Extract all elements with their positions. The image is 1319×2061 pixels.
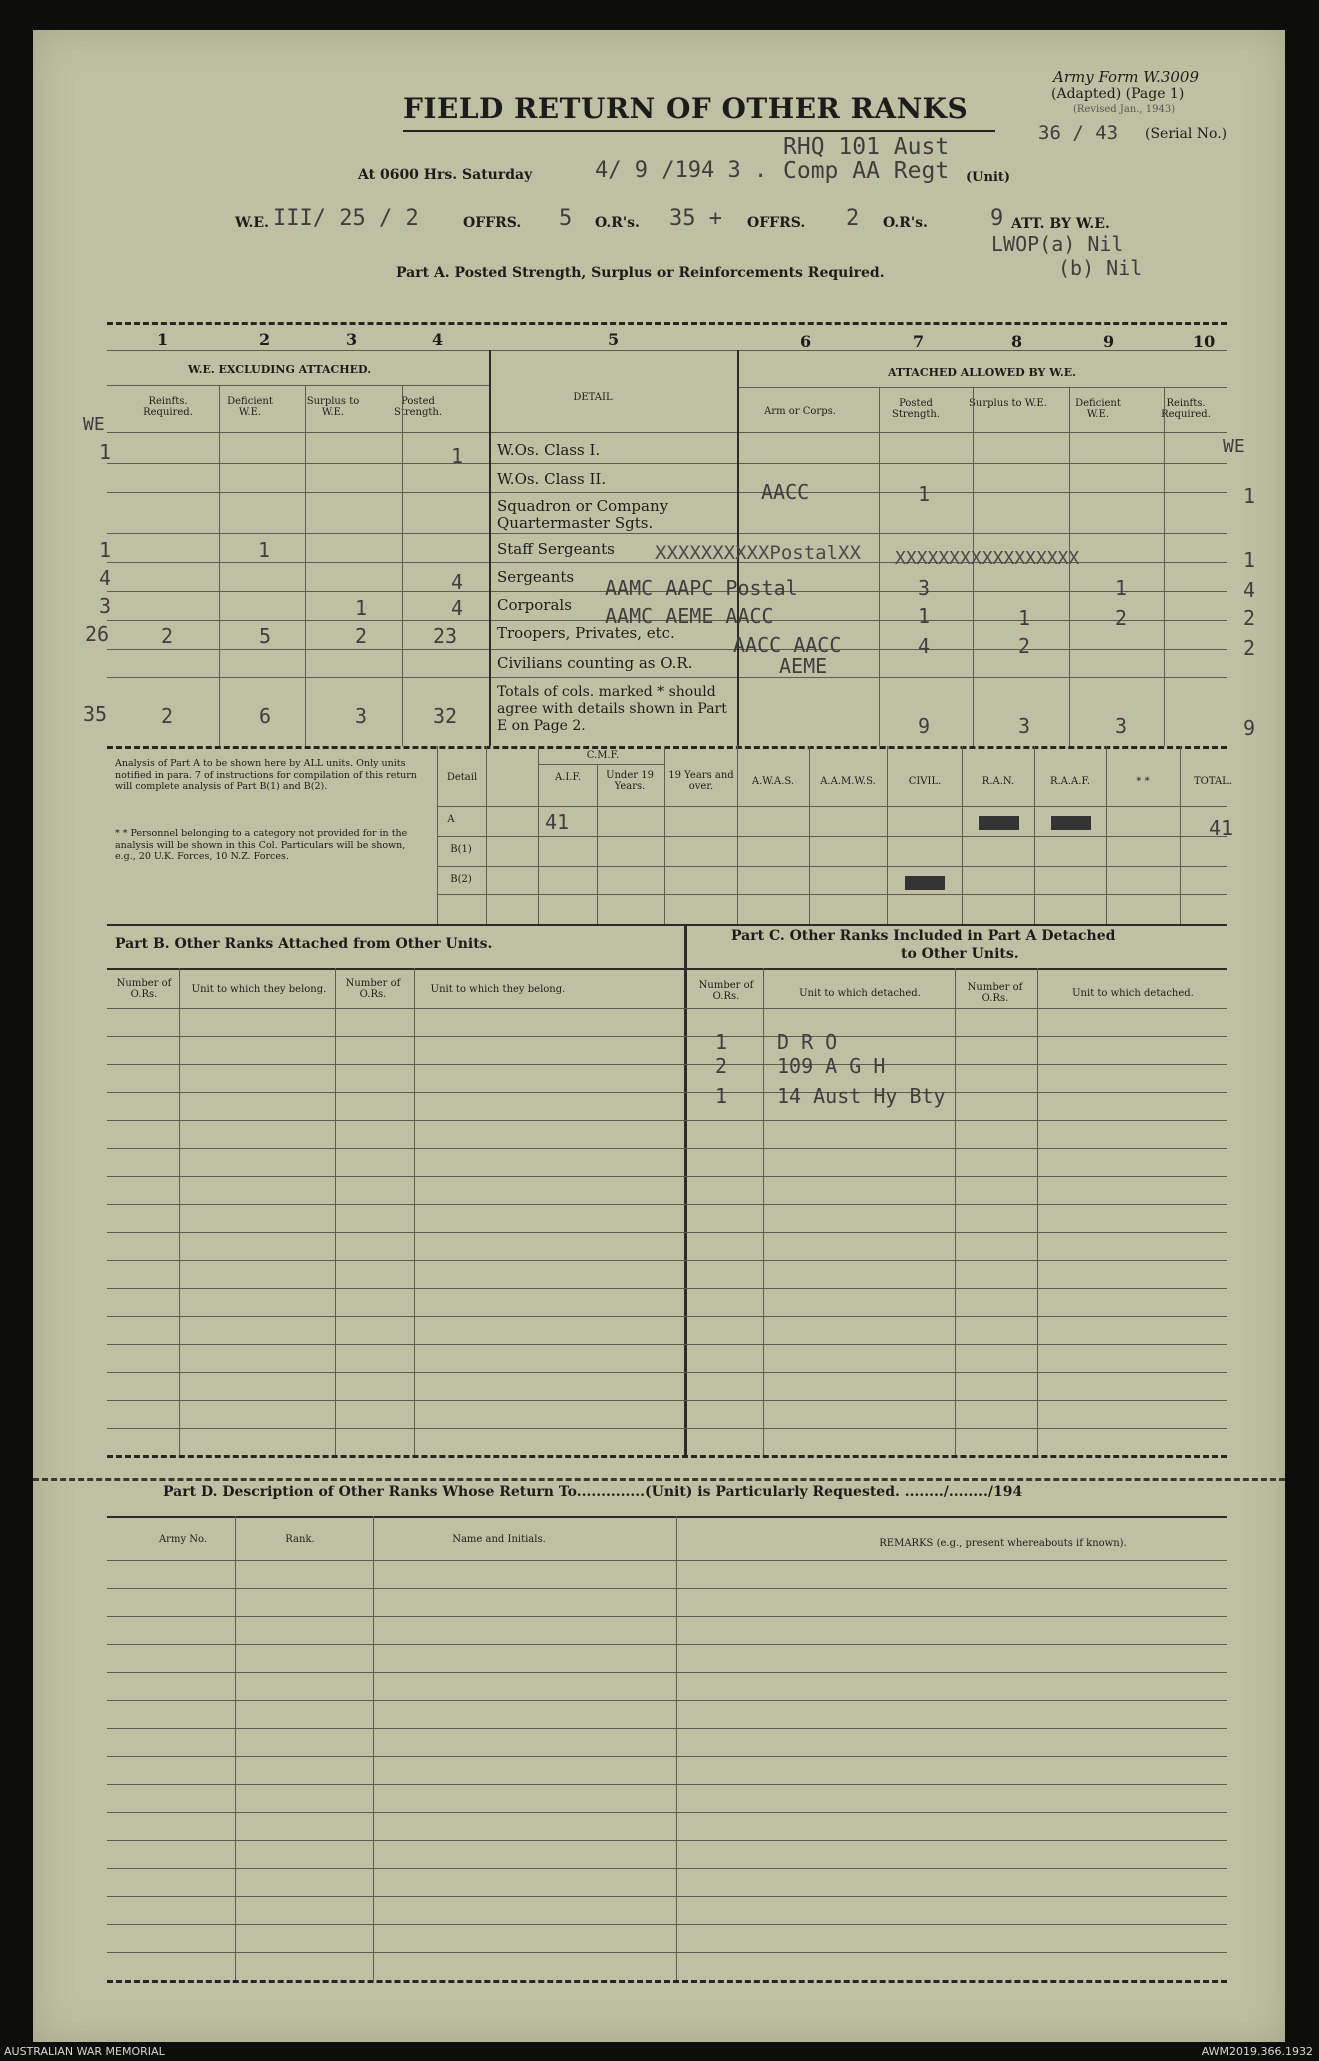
hdr-posted: Posted Strength.: [393, 396, 443, 418]
offrs2-label: OFFRS.: [747, 215, 806, 231]
pc-hdr-unit1: Unit to which detached.: [799, 988, 921, 999]
part-b-title: Part B. Other Ranks Attached from Other Units.: [115, 936, 493, 952]
ssgt-c1: 1: [99, 538, 112, 562]
col-num-10: 10: [1193, 332, 1216, 351]
pd-hdr-name: Name and Initials.: [452, 1534, 546, 1545]
date-value: 4/ 9 /194 3 .: [595, 158, 768, 183]
total-c2: 2: [161, 704, 174, 728]
hdr-posted-r: Posted Strength.: [891, 398, 941, 420]
pc-entry-1-unit: D R O: [777, 1030, 838, 1054]
detail-corporals: Corporals: [497, 596, 572, 614]
cpl-c4: 4: [451, 596, 464, 620]
ors-label: O.R's.: [595, 215, 640, 231]
col-num-2: 2: [259, 330, 271, 349]
tpr-c1: 26: [85, 622, 110, 646]
sgt-c1: 4: [99, 566, 112, 590]
we-label: W.E.: [235, 215, 269, 231]
hdr-reinfts-r: Reinfts. Required.: [1161, 398, 1211, 420]
cpl-c10: 2: [1243, 606, 1256, 630]
redaction-mark: [905, 876, 945, 890]
lwop-a: LWOP(a) Nil: [991, 232, 1124, 256]
an-total: TOTAL.: [1193, 776, 1233, 787]
col-num-6: 6: [800, 332, 812, 351]
total-c10: 9: [1243, 716, 1256, 740]
pd-hdr-armyno: Army No.: [158, 1534, 208, 1545]
an-under19: Under 19 Years.: [606, 770, 654, 792]
offrs-value: 5: [559, 206, 573, 231]
hdr-surplus: Surplus to W.E.: [306, 396, 360, 418]
total-c7: 9: [918, 714, 931, 738]
an-cmf: C.M.F.: [586, 750, 620, 761]
an-aamws: A.A.M.W.S.: [820, 776, 876, 787]
an-awas: A.W.A.S.: [751, 776, 795, 787]
tpr-c4: 2: [355, 624, 368, 648]
ors2-value: 9: [990, 206, 1004, 231]
lwop-b: (b) Nil: [1058, 256, 1143, 280]
an-ran: R.A.N.: [981, 776, 1015, 787]
detail-civilians: Civilians counting as O.R.: [497, 654, 693, 672]
tpr-c3: 5: [259, 624, 272, 648]
wo2-c7: 1: [918, 482, 931, 506]
cpl-c3: 1: [355, 596, 368, 620]
serial-label: (Serial No.): [1145, 126, 1228, 142]
col-num-8: 8: [1011, 332, 1023, 351]
wo1-c4: 1: [451, 444, 464, 468]
pc-entry-3-unit: 14 Aust Hy Bty: [777, 1084, 946, 1108]
an-row-b1: B(1): [450, 844, 472, 855]
we-value: III/ 25 / 2: [273, 206, 419, 231]
detail-sqms: Squadron or Company Quartermaster Sgts.: [497, 497, 669, 532]
hdr-detail: DETAIL: [573, 392, 613, 403]
col-num-7: 7: [913, 332, 925, 351]
cpl-c8: 1: [1018, 606, 1031, 630]
we-excluding-header: W.E. EXCLUDING ATTACHED.: [188, 363, 372, 376]
sgt-c9: 1: [1115, 576, 1128, 600]
serial-value: 36 / 43: [1038, 122, 1119, 144]
unit-label: (Unit): [966, 170, 1011, 185]
wo2-arm: AACC: [761, 480, 810, 504]
part-a-title: Part A. Posted Strength, Surplus or Reinforcements Required.: [396, 265, 885, 281]
analysis-note-2: * * Personnel belonging to a category not provided for in the analysis will be shown in this Col. Particulars will be shown, e.g., 20 U.K. Forces, 10 N.Z. Forces.: [115, 828, 408, 862]
tpr-arm: AACC AACC: [733, 633, 842, 657]
total-c1: 35: [83, 702, 108, 726]
unit-line-1: RHQ 101 Aust: [783, 134, 950, 160]
detail-wo1: W.Os. Class I.: [497, 441, 601, 459]
unit-line-2: Comp AA Regt: [783, 158, 950, 184]
offrs-label: OFFRS.: [463, 215, 522, 231]
army-form-label: Army Form W.3009: [1053, 68, 1199, 86]
footer-right: AWM2019.366.1932: [1201, 2045, 1313, 2058]
detail-sergeants: Sergeants: [497, 568, 575, 586]
redaction-mark: [979, 816, 1019, 830]
detail-staff-sgts: Staff Sergeants: [497, 540, 615, 558]
col-num-3: 3: [346, 330, 358, 349]
total-c8: 3: [1018, 714, 1031, 738]
ssgt-arm-struck: XXXXXXXXXXPostalXX: [655, 542, 861, 564]
form-sheet: [33, 30, 1285, 2042]
hdr-deficient: Deficient W.E.: [227, 396, 273, 418]
sgt-arm: AAMC AAPC Postal: [605, 576, 798, 600]
tpr-arm2: AEME: [779, 654, 828, 678]
detail-wo2: W.Os. Class II.: [497, 470, 607, 488]
tpr-c8: 2: [1018, 634, 1031, 658]
tpr-c7: 4: [918, 634, 931, 658]
part-d-title: Part D. Description of Other Ranks Whose Return To..............(Unit) is Particularly Requested. ......../......../194: [163, 1484, 1023, 1500]
cpl-c9: 2: [1115, 606, 1128, 630]
pc-hdr-unit2: Unit to which detached.: [1072, 988, 1194, 999]
cpl-c7: 1: [918, 604, 931, 628]
pc-hdr-num1: Number of O.Rs.: [698, 980, 754, 1002]
revised-label: (Revised Jan., 1943): [1073, 104, 1176, 115]
pd-hdr-rank: Rank.: [285, 1534, 315, 1545]
pb-hdr-unit2: Unit to which they belong.: [430, 984, 566, 995]
pb-hdr-unit1: Unit to which they belong.: [191, 984, 327, 995]
ors2-label: O.R's.: [883, 215, 928, 231]
an-detail: Detail: [446, 772, 478, 783]
ssgt-c2: 1: [258, 538, 271, 562]
pb-hdr-num2: Number of O.Rs.: [345, 978, 401, 1000]
footer-left: AUSTRALIAN WAR MEMORIAL: [4, 2045, 165, 2058]
tear-line: [33, 1478, 1285, 1481]
hdr-deficient-r: Deficient W.E.: [1075, 398, 1121, 420]
col-num-4: 4: [432, 330, 444, 349]
adapted-label: (Adapted) (Page 1): [1051, 86, 1185, 102]
wo2-c10: 1: [1243, 484, 1256, 508]
attached-allowed-header: ATTACHED ALLOWED BY W.E.: [888, 366, 1076, 379]
redaction-mark: [1051, 816, 1091, 830]
pc-entry-2-num: 2: [715, 1054, 728, 1078]
sgt-c7: 3: [918, 576, 931, 600]
total-c9: 3: [1115, 714, 1128, 738]
tpr-c2: 2: [161, 624, 174, 648]
tpr-c4b: 23: [433, 624, 458, 648]
analysis-note-1: Analysis of Part A to be shown here by ALL units. Only units notified in para. 7 of instructions for compilation of this return will complete analysis of Part B(1) and B(2).: [115, 758, 417, 792]
pc-entry-2-unit: 109 A G H: [777, 1054, 886, 1078]
col-num-1: 1: [157, 330, 169, 349]
cpl-c1: 3: [99, 594, 112, 618]
tpr-c10: 2: [1243, 636, 1256, 660]
att-label: ATT. BY W.E.: [1011, 216, 1110, 232]
an-civil: CIVIL.: [908, 776, 942, 787]
an-raaf: R.A.A.F.: [1049, 776, 1091, 787]
part-c-title-1: Part C. Other Ranks Included in Part A Detached: [731, 928, 1116, 944]
margin-we-left: WE: [83, 414, 105, 435]
an-other: * *: [1136, 776, 1150, 787]
pb-hdr-num1: Number of O.Rs.: [116, 978, 172, 1000]
hdr-arm: Arm or Corps.: [764, 406, 836, 417]
ors-value: 35 +: [669, 206, 722, 231]
sgt-c10: 4: [1243, 578, 1256, 602]
sgt-c4: 4: [451, 570, 464, 594]
strike-overlay: XXXXXXXXXXXXXXXXX: [895, 548, 1080, 569]
an-total-a: 41: [1209, 816, 1234, 840]
an-row-a: A: [447, 814, 455, 825]
cpl-arm: AAMC AEME AACC: [605, 604, 774, 628]
an-19over: 19 Years and over.: [668, 770, 734, 792]
at-hours-label: At 0600 Hrs. Saturday: [358, 167, 533, 183]
col-num-9: 9: [1103, 332, 1115, 351]
wo1-c1: 1: [99, 440, 112, 464]
total-c5: 32: [433, 704, 458, 728]
totals-detail: Totals of cols. marked * should agree with details shown in Part E on Page 2.: [497, 684, 727, 734]
form-title: FIELD RETURN OF OTHER RANKS: [403, 92, 969, 125]
an-aif: A.I.F.: [554, 772, 582, 783]
total-c3: 6: [259, 704, 272, 728]
ssgt-c10: 1: [1243, 548, 1256, 572]
col-num-5: 5: [608, 330, 620, 349]
pc-entry-1-num: 1: [715, 1030, 728, 1054]
hdr-surplus-r: Surplus to W.E.: [969, 398, 1047, 409]
offrs2-value: 2: [846, 206, 860, 231]
margin-we-right: WE: [1223, 436, 1245, 457]
total-c4: 3: [355, 704, 368, 728]
pd-hdr-remarks: REMARKS (e.g., present whereabouts if known).: [879, 1538, 1127, 1549]
detail-troopers: Troopers, Privates, etc.: [497, 624, 675, 642]
an-row-b2: B(2): [450, 874, 472, 885]
hdr-reinfts: Reinfts. Required.: [143, 396, 193, 418]
part-c-title-2: to Other Units.: [901, 946, 1019, 962]
pc-entry-3-num: 1: [715, 1084, 728, 1108]
pc-hdr-num2: Number of O.Rs.: [967, 982, 1023, 1004]
an-aif-a: 41: [545, 810, 570, 834]
